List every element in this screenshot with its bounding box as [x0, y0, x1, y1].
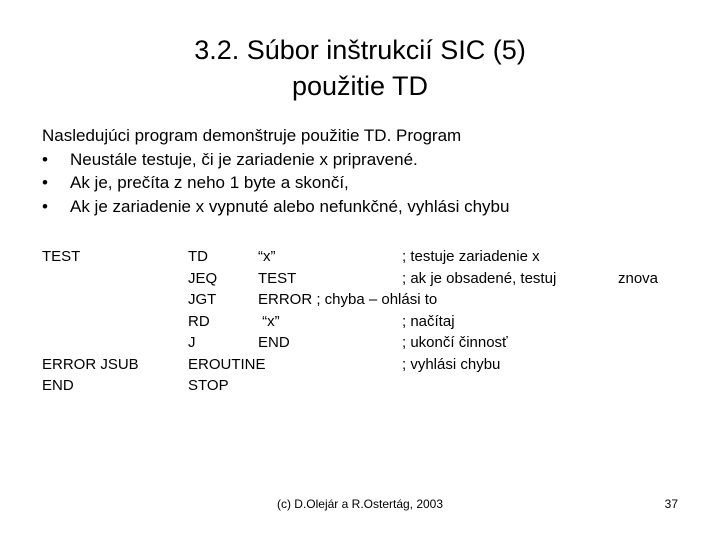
code-opcode: STOP — [188, 377, 229, 394]
slide-title-line-2: použitie TD — [291, 71, 429, 101]
slide-title — [0, 32, 720, 104]
code-operand: TEST — [258, 269, 297, 287]
code-line — [0, 289, 720, 311]
bullet-icon: • — [42, 173, 48, 192]
intro-text: Nasledujúci program demonštruje použitie TD. Program — [42, 126, 462, 145]
code-opcode: RD — [188, 312, 210, 330]
code-opcode: TD — [188, 248, 208, 265]
code-opcode: EROUTINE — [188, 355, 266, 373]
code-line — [0, 268, 720, 290]
bullet-text: Neustále testuje, či je zariadenie x pripravené. — [70, 149, 418, 169]
code-comment: ; načítaj — [402, 312, 455, 330]
code-opcode: JGT — [188, 291, 217, 308]
code-label: ERROR JSUB — [42, 355, 139, 373]
code-listing — [0, 246, 720, 397]
code-opcode: J — [188, 334, 196, 351]
code-operand: “x” — [258, 248, 276, 265]
code-comment: ; vyhlási chybu — [402, 355, 501, 373]
bullet-item — [42, 195, 682, 219]
code-operand: ERROR ; chyba – ohlási to — [258, 291, 438, 308]
slide-title-line-1: 3.2. Súbor inštrukcií SIC (5) — [194, 35, 526, 65]
bullet-item — [42, 148, 682, 172]
code-comment-continuation: znova — [618, 269, 659, 287]
code-comment: ; testuje zariadenie x — [402, 248, 540, 265]
code-label: END — [42, 377, 74, 394]
bullet-icon: • — [42, 149, 48, 169]
intro-block — [42, 124, 682, 218]
bullet-text: Ak je, prečíta z neho 1 byte a skončí, — [70, 173, 349, 192]
code-line — [0, 311, 720, 333]
code-line — [0, 354, 720, 376]
code-operand: “x” — [258, 312, 280, 330]
code-label: TEST — [42, 248, 81, 265]
code-line — [0, 375, 720, 397]
code-comment: ; ukončí činnosť — [402, 334, 508, 351]
code-line — [0, 246, 720, 268]
bullet-item — [42, 171, 682, 195]
page-number: 37 — [664, 497, 678, 511]
code-operand: END — [258, 334, 290, 351]
slide-footer: (c) D.Olejár a R.Ostertág, 2003 — [276, 497, 444, 511]
code-opcode: JEQ — [188, 269, 218, 287]
bullet-text: Ak je zariadenie x vypnuté alebo nefunkčné, vyhlási chybu — [70, 196, 510, 216]
code-line — [0, 332, 720, 354]
code-comment: ; ak je obsadené, testuj — [402, 269, 557, 287]
bullet-icon: • — [42, 196, 48, 216]
